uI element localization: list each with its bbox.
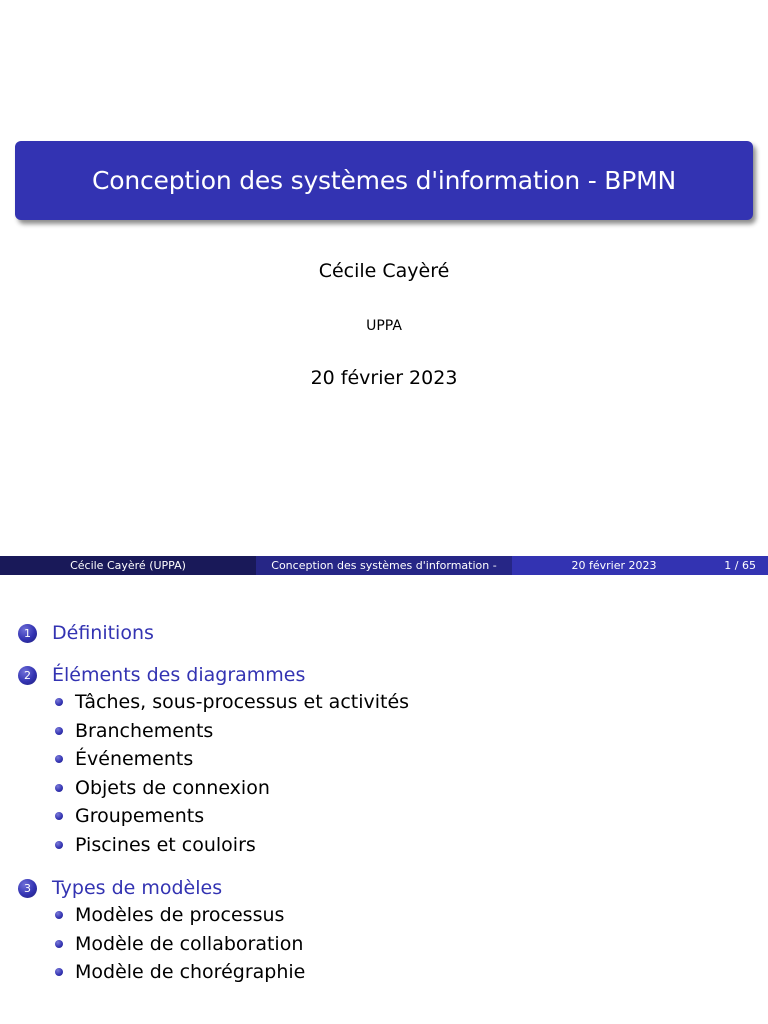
subsection-label: Tâches, sous-processus et activités bbox=[75, 691, 410, 714]
subsection-label: Objets de connexion bbox=[75, 776, 270, 799]
title-box bbox=[15, 141, 753, 220]
subsection-label: Piscines et couloirs bbox=[75, 833, 256, 856]
section-title[interactable]: Types de modèles bbox=[52, 877, 223, 899]
subsection-label: Branchements bbox=[75, 719, 214, 742]
section-number-badge: 2 bbox=[18, 666, 37, 685]
subsection-item[interactable] bbox=[55, 745, 758, 774]
bullet-icon bbox=[55, 755, 63, 763]
subsection-label: Groupements bbox=[75, 805, 205, 828]
footer-bar bbox=[0, 556, 768, 575]
footer-page-number: 1 / 65 bbox=[724, 559, 756, 572]
subsection-item[interactable] bbox=[55, 958, 758, 987]
subsection-list bbox=[18, 901, 758, 987]
presentation-title: Conception des systèmes d'information - BPMN bbox=[91, 166, 677, 195]
section-number-badge: 3 bbox=[18, 879, 37, 898]
subsection-item[interactable] bbox=[55, 774, 758, 803]
section-title[interactable]: Définitions bbox=[52, 622, 154, 644]
bullet-icon bbox=[55, 841, 63, 849]
subsection-item[interactable] bbox=[55, 688, 758, 717]
bullet-icon bbox=[55, 812, 63, 820]
outline bbox=[18, 620, 758, 1003]
bullet-icon bbox=[55, 727, 63, 735]
footer-title: Conception des systèmes d'information - bbox=[256, 556, 512, 575]
subsection-item[interactable] bbox=[55, 930, 758, 959]
bullet-icon bbox=[55, 698, 63, 706]
footer-right bbox=[512, 556, 768, 575]
bullet-icon bbox=[55, 784, 63, 792]
section-title[interactable]: Éléments des diagrammes bbox=[52, 664, 306, 686]
outline-section bbox=[18, 662, 758, 859]
institute-name: UPPA bbox=[366, 318, 402, 334]
section-heading[interactable] bbox=[18, 620, 758, 646]
outline-section bbox=[18, 875, 758, 987]
section-number-badge: 1 bbox=[18, 624, 37, 643]
footer-author: Cécile Cayèré (UPPA) bbox=[0, 556, 256, 575]
subsection-item[interactable] bbox=[55, 901, 758, 930]
outline-section bbox=[18, 620, 758, 646]
subsection-label: Modèle de chorégraphie bbox=[75, 961, 306, 984]
subsection-label: Événements bbox=[75, 748, 194, 771]
presentation-date: 20 février 2023 bbox=[310, 367, 458, 389]
bullet-icon bbox=[55, 968, 63, 976]
subsection-label: Modèle de collaboration bbox=[75, 932, 304, 955]
subsection-item[interactable] bbox=[55, 802, 758, 831]
subsection-item[interactable] bbox=[55, 717, 758, 746]
author-name: Cécile Cayèré bbox=[318, 260, 450, 282]
subsection-label: Modèles de processus bbox=[75, 904, 285, 927]
section-heading[interactable] bbox=[18, 875, 758, 901]
subsection-item[interactable] bbox=[55, 831, 758, 860]
subsection-list bbox=[18, 688, 758, 859]
bullet-icon bbox=[55, 940, 63, 948]
section-heading[interactable] bbox=[18, 662, 758, 688]
bullet-icon bbox=[55, 911, 63, 919]
footer-date: 20 février 2023 bbox=[571, 559, 657, 572]
